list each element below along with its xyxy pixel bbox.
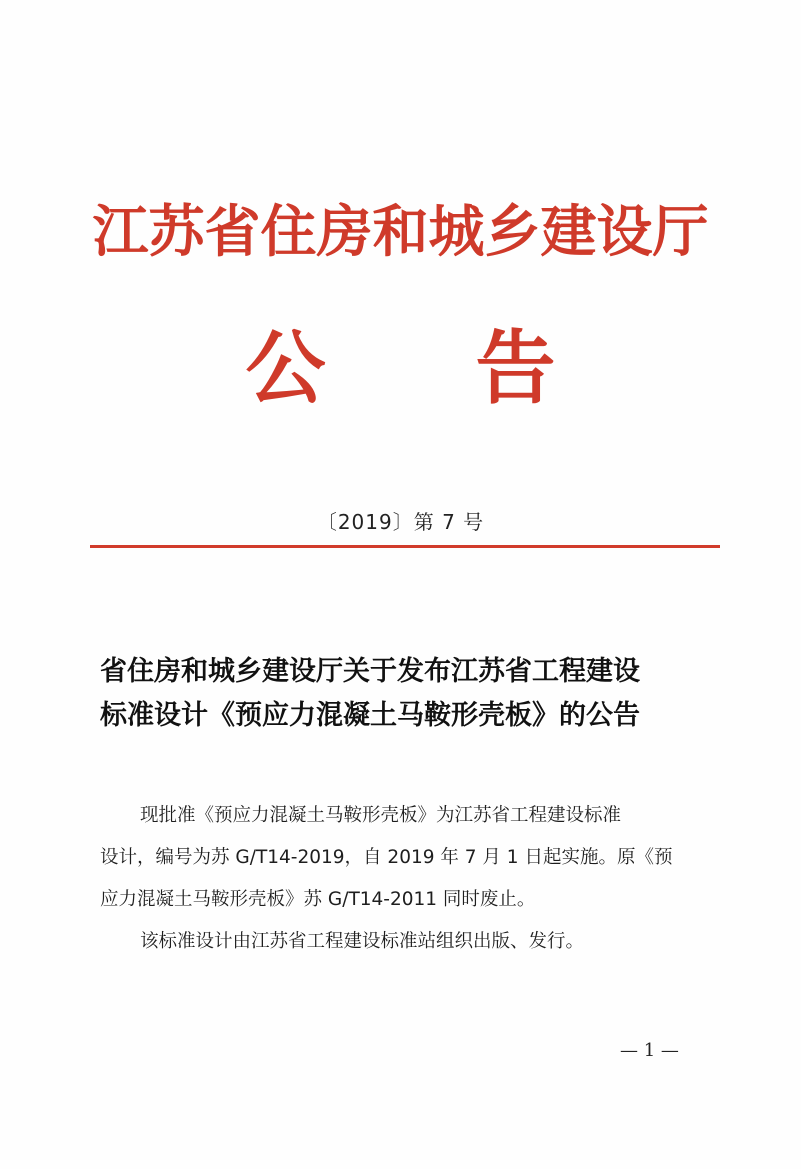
body-paragraph-1-line-3: 应力混凝土马鞍形壳板》苏 G/T14-2011 同时废止。: [100, 889, 536, 910]
headline-line-1: 省住房和城乡建设厅关于发布江苏省工程建设: [100, 656, 640, 687]
document-type-title: 公告: [245, 321, 706, 415]
headline-line-2: 标准设计《预应力混凝土马鞍形壳板》的公告: [100, 700, 640, 731]
body-paragraph-1-line-2: 设计，编号为苏 G/T14-2019，自 2019 年 7 月 1 日起实施。原《预: [100, 847, 673, 868]
page-number: — 1 —: [620, 1040, 679, 1061]
body-paragraph-1-line-1: 现批准《预应力混凝土马鞍形壳板》为江苏省工程建设标准: [140, 805, 622, 826]
announcement-headline: [100, 650, 710, 738]
issuer-title: 江苏省住房和城乡建设厅: [92, 199, 709, 265]
document-number: 〔2019〕第 7 号: [316, 510, 485, 534]
red-divider-line: [90, 545, 720, 548]
announcement-body: [100, 795, 712, 963]
body-paragraph-2-line-1: 该标准设计由江苏省工程建设标准站组织出版、发行。: [140, 931, 585, 952]
